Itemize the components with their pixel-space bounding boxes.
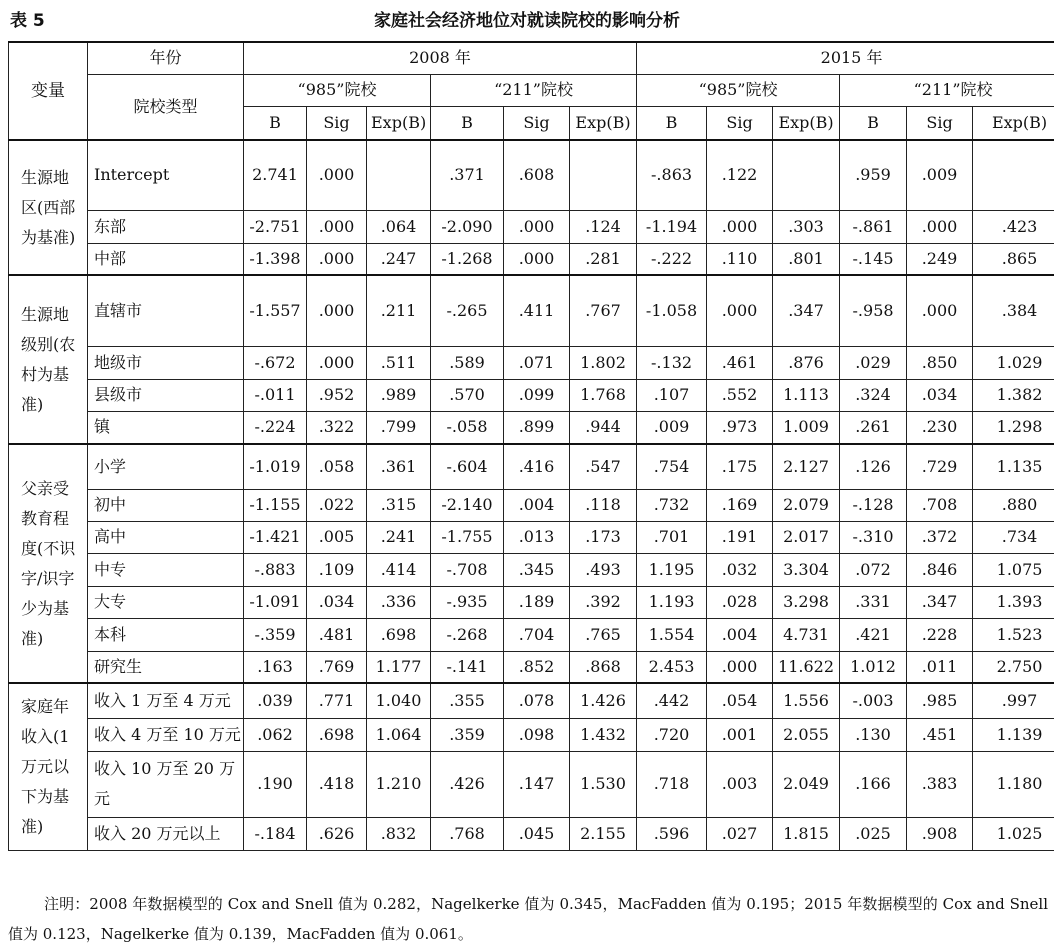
header-school-type: 院校类型 <box>88 74 244 140</box>
value-cell: .032 <box>707 553 773 586</box>
value-cell: .027 <box>707 817 773 850</box>
value-cell: 2.055 <box>773 718 840 751</box>
value-cell: .414 <box>367 553 431 586</box>
value-cell: 1.556 <box>773 683 840 718</box>
value-cell: .421 <box>840 618 907 651</box>
value-cell: .481 <box>307 618 367 651</box>
value-cell: .191 <box>707 521 773 553</box>
value-cell: .698 <box>307 718 367 751</box>
value-cell: .109 <box>307 553 367 586</box>
category-label: 中部 <box>88 243 244 275</box>
value-cell: .345 <box>504 553 570 586</box>
value-cell: .118 <box>570 489 637 521</box>
table-row <box>9 751 1054 817</box>
table-row <box>9 243 1054 275</box>
value-cell: 11.622 <box>773 651 840 683</box>
value-cell: .000 <box>707 651 773 683</box>
value-cell: -.861 <box>840 210 907 243</box>
value-cell: .442 <box>637 683 707 718</box>
category-label: 收入 20 万元以上 <box>88 817 244 850</box>
value-cell: .426 <box>431 751 504 817</box>
value-cell: -.222 <box>637 243 707 275</box>
value-cell: .163 <box>244 651 307 683</box>
value-cell: .801 <box>773 243 840 275</box>
value-cell: .768 <box>431 817 504 850</box>
value-cell: .022 <box>307 489 367 521</box>
value-cell: -.128 <box>840 489 907 521</box>
value-cell: .039 <box>244 683 307 718</box>
value-cell: .126 <box>840 444 907 489</box>
value-cell: .769 <box>307 651 367 683</box>
table-row <box>9 444 1054 489</box>
value-cell: .072 <box>840 553 907 586</box>
value-cell: .013 <box>504 521 570 553</box>
value-cell: -.224 <box>244 411 307 444</box>
value-cell: -.132 <box>637 346 707 379</box>
value-cell: .303 <box>773 210 840 243</box>
value-cell: -1.091 <box>244 586 307 618</box>
header-stat-b: B <box>244 106 307 140</box>
header-2015-985: “985”院校 <box>637 74 840 106</box>
header-stat-b: B <box>431 106 504 140</box>
table-row <box>9 346 1054 379</box>
table-row <box>9 489 1054 521</box>
value-cell: -.863 <box>637 140 707 210</box>
value-cell: 3.304 <box>773 553 840 586</box>
value-cell: .230 <box>907 411 973 444</box>
value-cell: .959 <box>840 140 907 210</box>
value-cell: .078 <box>504 683 570 718</box>
value-cell: .720 <box>637 718 707 751</box>
value-cell: .371 <box>431 140 504 210</box>
category-label: 东部 <box>88 210 244 243</box>
category-label: 地级市 <box>88 346 244 379</box>
value-cell <box>773 140 840 210</box>
value-cell: -1.058 <box>637 275 707 346</box>
header-stat-sig: Sig <box>907 106 973 140</box>
value-cell: .989 <box>367 379 431 411</box>
value-cell: 1.025 <box>973 817 1054 850</box>
value-cell: .071 <box>504 346 570 379</box>
table-number: 表 5 <box>10 6 45 31</box>
value-cell: .122 <box>707 140 773 210</box>
value-cell: 1.075 <box>973 553 1054 586</box>
value-cell: .261 <box>840 411 907 444</box>
header-stat-expb: Exp(B) <box>367 106 431 140</box>
value-cell: .765 <box>570 618 637 651</box>
value-cell: .411 <box>504 275 570 346</box>
variable-group-label: 家庭年收入(1万元以下为基准) <box>9 683 88 850</box>
category-label: 本科 <box>88 618 244 651</box>
value-cell: .249 <box>907 243 973 275</box>
category-label: 直辖市 <box>88 275 244 346</box>
header-stat-expb: Exp(B) <box>773 106 840 140</box>
value-cell: .771 <box>307 683 367 718</box>
value-cell: .570 <box>431 379 504 411</box>
value-cell: .247 <box>367 243 431 275</box>
value-cell: .001 <box>707 718 773 751</box>
value-cell: 2.155 <box>570 817 637 850</box>
table-note: 注明：2008 年数据模型的 Cox and Snell 值为 0.282，Nagelkerke 值为 0.345，MacFadden 值为 0.195；2015 年数据模型的 Cox and Snell 值为 0.123，Nagelkerke 值为 0.139，MacFadden 值为 0.061。 <box>8 889 1048 949</box>
value-cell: .704 <box>504 618 570 651</box>
value-cell: .944 <box>570 411 637 444</box>
category-label: 收入 10 万至 20 万元 <box>88 751 244 817</box>
value-cell: .054 <box>707 683 773 718</box>
value-cell: .347 <box>773 275 840 346</box>
value-cell: .228 <box>907 618 973 651</box>
value-cell: .372 <box>907 521 973 553</box>
value-cell: .189 <box>504 586 570 618</box>
value-cell: .608 <box>504 140 570 210</box>
table-caption <box>0 4 1054 34</box>
value-cell: .626 <box>307 817 367 850</box>
header-stat-sig: Sig <box>307 106 367 140</box>
value-cell: .009 <box>907 140 973 210</box>
value-cell: .099 <box>504 379 570 411</box>
value-cell: .009 <box>637 411 707 444</box>
value-cell: .173 <box>570 521 637 553</box>
value-cell: .754 <box>637 444 707 489</box>
category-label: 中专 <box>88 553 244 586</box>
value-cell: -.003 <box>840 683 907 718</box>
value-cell: -1.421 <box>244 521 307 553</box>
value-cell: -.604 <box>431 444 504 489</box>
header-variable: 变量 <box>9 42 88 140</box>
header-stat-b: B <box>840 106 907 140</box>
value-cell: 1.298 <box>973 411 1054 444</box>
value-cell: .997 <box>973 683 1054 718</box>
value-cell: .281 <box>570 243 637 275</box>
value-cell: -.359 <box>244 618 307 651</box>
value-cell: -1.755 <box>431 521 504 553</box>
value-cell: .004 <box>707 618 773 651</box>
value-cell: .347 <box>907 586 973 618</box>
value-cell: -.883 <box>244 553 307 586</box>
value-cell: -.268 <box>431 618 504 651</box>
value-cell: .322 <box>307 411 367 444</box>
value-cell: -.310 <box>840 521 907 553</box>
value-cell: -2.090 <box>431 210 504 243</box>
value-cell: .729 <box>907 444 973 489</box>
value-cell: .732 <box>637 489 707 521</box>
category-label: 初中 <box>88 489 244 521</box>
value-cell: -.058 <box>431 411 504 444</box>
value-cell: -.265 <box>431 275 504 346</box>
value-cell: .034 <box>307 586 367 618</box>
category-label: 收入 4 万至 10 万元 <box>88 718 244 751</box>
value-cell: 1.523 <box>973 618 1054 651</box>
value-cell: .355 <box>431 683 504 718</box>
value-cell: 1.195 <box>637 553 707 586</box>
value-cell: .005 <box>307 521 367 553</box>
value-cell: .899 <box>504 411 570 444</box>
value-cell: .908 <box>907 817 973 850</box>
value-cell: 2.017 <box>773 521 840 553</box>
value-cell: .211 <box>367 275 431 346</box>
value-cell: .175 <box>707 444 773 489</box>
value-cell: -2.140 <box>431 489 504 521</box>
value-cell: .698 <box>367 618 431 651</box>
value-cell: .029 <box>840 346 907 379</box>
value-cell: 1.768 <box>570 379 637 411</box>
value-cell: 2.079 <box>773 489 840 521</box>
value-cell: 2.049 <box>773 751 840 817</box>
value-cell: .461 <box>707 346 773 379</box>
value-cell: .190 <box>244 751 307 817</box>
table-row <box>9 140 1054 210</box>
value-cell: -2.751 <box>244 210 307 243</box>
value-cell: 1.802 <box>570 346 637 379</box>
value-cell: .392 <box>570 586 637 618</box>
value-cell: .000 <box>307 275 367 346</box>
value-cell: .952 <box>307 379 367 411</box>
value-cell: -.935 <box>431 586 504 618</box>
value-cell: 1.012 <box>840 651 907 683</box>
value-cell: 1.815 <box>773 817 840 850</box>
value-cell: .324 <box>840 379 907 411</box>
value-cell: -.708 <box>431 553 504 586</box>
value-cell: .124 <box>570 210 637 243</box>
value-cell <box>367 140 431 210</box>
table-row <box>9 718 1054 751</box>
value-cell: .000 <box>307 140 367 210</box>
value-cell: .000 <box>504 243 570 275</box>
value-cell: .000 <box>707 210 773 243</box>
value-cell: .000 <box>307 243 367 275</box>
value-cell: .098 <box>504 718 570 751</box>
value-cell: 1.530 <box>570 751 637 817</box>
value-cell: .880 <box>973 489 1054 521</box>
value-cell: 1.040 <box>367 683 431 718</box>
value-cell: 2.750 <box>973 651 1054 683</box>
value-cell: 1.382 <box>973 379 1054 411</box>
header-2008-211: “211”院校 <box>431 74 637 106</box>
value-cell: 2.127 <box>773 444 840 489</box>
value-cell: 1.193 <box>637 586 707 618</box>
table-row <box>9 618 1054 651</box>
category-label: 镇 <box>88 411 244 444</box>
header-stat-sig: Sig <box>504 106 570 140</box>
value-cell: .799 <box>367 411 431 444</box>
table-row <box>9 521 1054 553</box>
value-cell <box>570 140 637 210</box>
value-cell: .028 <box>707 586 773 618</box>
header-year: 年份 <box>88 42 244 74</box>
value-cell: .147 <box>504 751 570 817</box>
value-cell: 1.135 <box>973 444 1054 489</box>
value-cell: .241 <box>367 521 431 553</box>
value-cell: 1.180 <box>973 751 1054 817</box>
value-cell: .000 <box>707 275 773 346</box>
value-cell: .004 <box>504 489 570 521</box>
category-label: 研究生 <box>88 651 244 683</box>
regression-table <box>8 41 1054 851</box>
value-cell: 1.064 <box>367 718 431 751</box>
value-cell: .000 <box>907 210 973 243</box>
value-cell: -1.019 <box>244 444 307 489</box>
value-cell: .451 <box>907 718 973 751</box>
value-cell: .423 <box>973 210 1054 243</box>
value-cell: .166 <box>840 751 907 817</box>
value-cell: .418 <box>307 751 367 817</box>
table-row <box>9 817 1054 850</box>
table-row <box>9 210 1054 243</box>
variable-group-label: 父亲受教育程度(不识字/识字少为基准) <box>9 444 88 683</box>
value-cell: .011 <box>907 651 973 683</box>
value-cell: .062 <box>244 718 307 751</box>
value-cell: .701 <box>637 521 707 553</box>
value-cell: -.672 <box>244 346 307 379</box>
value-cell: .130 <box>840 718 907 751</box>
value-cell: 1.393 <box>973 586 1054 618</box>
value-cell: .169 <box>707 489 773 521</box>
value-cell: 1.177 <box>367 651 431 683</box>
value-cell: .058 <box>307 444 367 489</box>
value-cell: .718 <box>637 751 707 817</box>
value-cell: 1.554 <box>637 618 707 651</box>
header-2008-985: “985”院校 <box>244 74 431 106</box>
value-cell: -1.268 <box>431 243 504 275</box>
value-cell: -1.194 <box>637 210 707 243</box>
header-stat-expb: Exp(B) <box>570 106 637 140</box>
value-cell: -1.155 <box>244 489 307 521</box>
value-cell: .107 <box>637 379 707 411</box>
value-cell: .547 <box>570 444 637 489</box>
value-cell: .361 <box>367 444 431 489</box>
value-cell: 2.453 <box>637 651 707 683</box>
value-cell: 1.139 <box>973 718 1054 751</box>
table-row <box>9 275 1054 346</box>
value-cell: 1.029 <box>973 346 1054 379</box>
value-cell: .045 <box>504 817 570 850</box>
value-cell: .383 <box>907 751 973 817</box>
value-cell: .110 <box>707 243 773 275</box>
value-cell <box>973 140 1054 210</box>
variable-group-label: 生源地区(西部为基准) <box>9 140 88 275</box>
value-cell: .734 <box>973 521 1054 553</box>
value-cell: 2.741 <box>244 140 307 210</box>
value-cell: .865 <box>973 243 1054 275</box>
table-row <box>9 651 1054 683</box>
category-label: 大专 <box>88 586 244 618</box>
value-cell: -.184 <box>244 817 307 850</box>
value-cell: 1.009 <box>773 411 840 444</box>
value-cell: 4.731 <box>773 618 840 651</box>
value-cell: .708 <box>907 489 973 521</box>
header-stat-sig: Sig <box>707 106 773 140</box>
value-cell: .596 <box>637 817 707 850</box>
category-label: 县级市 <box>88 379 244 411</box>
value-cell: -.958 <box>840 275 907 346</box>
header-year-2008: 2008 年 <box>244 42 637 74</box>
value-cell: -1.398 <box>244 243 307 275</box>
header-2015-211: “211”院校 <box>840 74 1054 106</box>
category-label: Intercept <box>88 140 244 210</box>
header-stat-b: B <box>637 106 707 140</box>
header-stat-expb: Exp(B) <box>973 106 1054 140</box>
value-cell: .868 <box>570 651 637 683</box>
category-label: 高中 <box>88 521 244 553</box>
value-cell: .025 <box>840 817 907 850</box>
value-cell: 1.432 <box>570 718 637 751</box>
header-year-2015: 2015 年 <box>637 42 1054 74</box>
variable-group-label: 生源地级别(农村为基准) <box>9 275 88 444</box>
value-cell: .315 <box>367 489 431 521</box>
value-cell: .384 <box>973 275 1054 346</box>
value-cell: .846 <box>907 553 973 586</box>
value-cell: .034 <box>907 379 973 411</box>
value-cell: .589 <box>431 346 504 379</box>
table-row <box>9 683 1054 718</box>
value-cell: 3.298 <box>773 586 840 618</box>
value-cell: .552 <box>707 379 773 411</box>
value-cell: -1.557 <box>244 275 307 346</box>
value-cell: .852 <box>504 651 570 683</box>
table-row <box>9 379 1054 411</box>
value-cell: .336 <box>367 586 431 618</box>
value-cell: .000 <box>504 210 570 243</box>
category-label: 收入 1 万至 4 万元 <box>88 683 244 718</box>
value-cell: .000 <box>907 275 973 346</box>
value-cell: -.011 <box>244 379 307 411</box>
value-cell: .511 <box>367 346 431 379</box>
value-cell: .493 <box>570 553 637 586</box>
value-cell: .359 <box>431 718 504 751</box>
value-cell: .064 <box>367 210 431 243</box>
value-cell: .331 <box>840 586 907 618</box>
value-cell: 1.113 <box>773 379 840 411</box>
value-cell: .985 <box>907 683 973 718</box>
value-cell: .000 <box>307 210 367 243</box>
value-cell: -.145 <box>840 243 907 275</box>
value-cell: .003 <box>707 751 773 817</box>
table-row <box>9 411 1054 444</box>
table-row <box>9 553 1054 586</box>
table-row <box>9 586 1054 618</box>
value-cell: .832 <box>367 817 431 850</box>
category-label: 小学 <box>88 444 244 489</box>
value-cell: 1.426 <box>570 683 637 718</box>
value-cell: .876 <box>773 346 840 379</box>
value-cell: .850 <box>907 346 973 379</box>
value-cell: .416 <box>504 444 570 489</box>
table-title: 家庭社会经济地位对就读院校的影响分析 <box>0 6 1054 31</box>
value-cell: -.141 <box>431 651 504 683</box>
value-cell: .000 <box>307 346 367 379</box>
value-cell: .767 <box>570 275 637 346</box>
value-cell: 1.210 <box>367 751 431 817</box>
value-cell: .973 <box>707 411 773 444</box>
